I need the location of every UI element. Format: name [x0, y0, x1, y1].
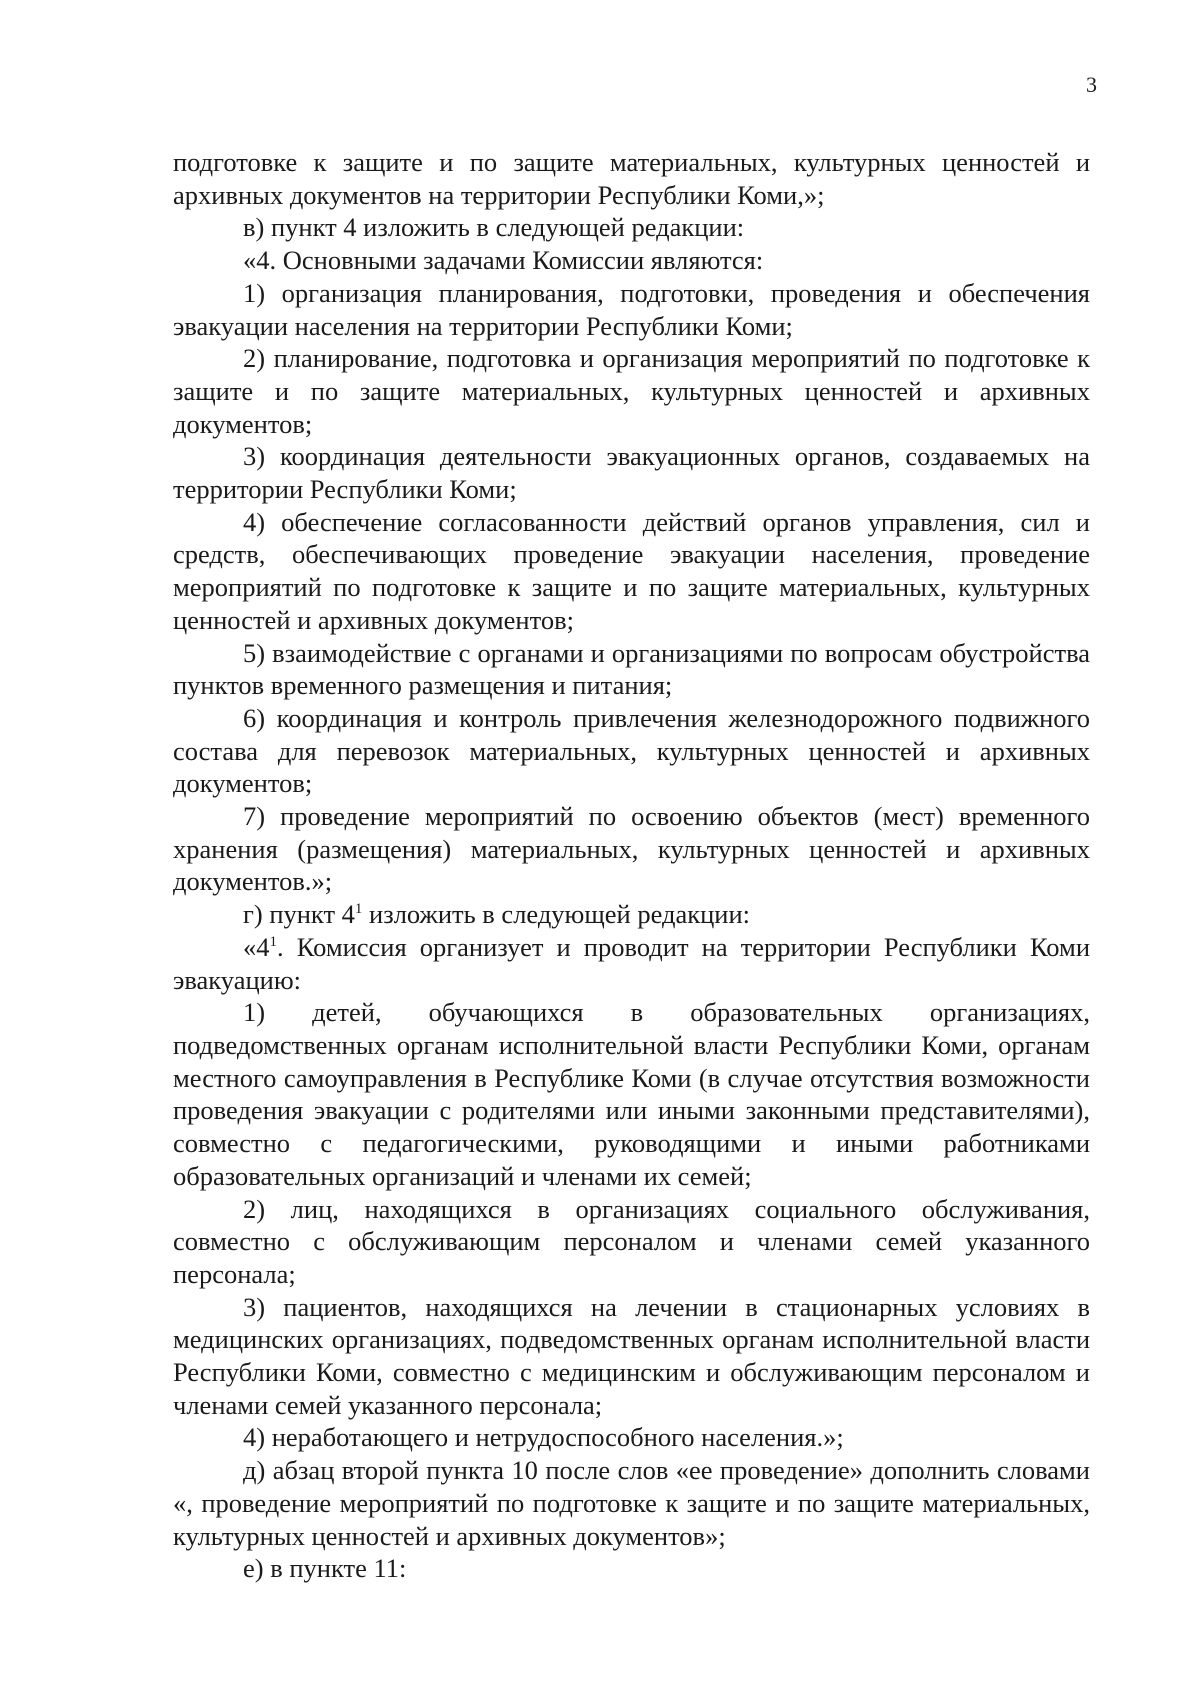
paragraph-task-1: 1) организация планирования, подготовки, проведения и обеспечения эвакуации населения на территории Республики Коми;: [173, 277, 1090, 341]
paragraph-task-2: 2) планирование, подготовка и организация мероприятий по подготовке к защите и по защите материальных, культурных ценностей и архивных документов;: [173, 343, 1090, 439]
point-4-1-text-end: . Комиссия организует и проводит на территории Республики Коми эвакуацию:: [173, 931, 1090, 995]
page-number: 3: [1086, 72, 1097, 97]
paragraph-continuation: подготовке к защите и по защите материальных, культурных ценностей и архивных документов на территории Республики Коми,»;: [173, 147, 1090, 210]
paragraph-task-5: 5) взаимодействие с органами и организациями по вопросам обустройства пунктов временного размещения и питания;: [173, 637, 1090, 701]
superscript: 1: [269, 934, 277, 951]
item-g-text-end: изложить в следующей редакции:: [362, 899, 751, 930]
paragraph-evacuation-4: 4) неработающего и нетрудоспособного населения.»;: [243, 1422, 844, 1453]
paragraph-task-7: 7) проведение мероприятий по освоению объектов (мест) временного хранения (размещения) материальных, культурных ценностей и архивных документов.»;: [173, 801, 1090, 897]
paragraph-point-4-heading: «4. Основными задачами Комиссии являются:: [243, 245, 764, 276]
paragraph-point-4-1-heading: [173, 931, 1090, 996]
paragraph-evacuation-1: 1) детей, обучающихся в образовательных организациях, подведомственных органам исполнительной власти Республики Коми, органам местного самоуправления в Республике Коми (в случае отсутствия возможности проведения эвакуации с родителями или иными законными представителями), совместно с педагогическими, руководящими и иными работниками образовательных организаций и членами их семей;: [173, 997, 1090, 1191]
item-g-text-start: г) пункт 4: [243, 899, 355, 930]
paragraph-item-g: [173, 898, 1090, 931]
paragraph-task-4: 4) обеспечение согласованности действий органов управления, сил и средств, обеспечивающих проведение эвакуации населения, проведение мероприятий по подготовке к защите и по защите материальных, культурных ценностей и архивных документов;: [173, 506, 1090, 635]
document-body: [173, 146, 1090, 1585]
point-4-1-text-start: «4: [243, 931, 270, 962]
paragraph-task-3: 3) координация деятельности эвакуационных органов, создаваемых на территории Республики Коми;: [173, 441, 1090, 505]
paragraph-item-e: е) в пункте 11:: [243, 1553, 407, 1584]
paragraph-item-v: в) пункт 4 изложить в следующей редакции:: [243, 212, 745, 243]
paragraph-evacuation-3: 3) пациентов, находящихся на лечении в стационарных условиях в медицинских организациях, подведомственных органам исполнительной власти Республики Коми, совместно с медицинским и обслуживающим персоналом и членами семей указанного персонала;: [173, 1291, 1090, 1420]
superscript: 1: [354, 901, 363, 918]
paragraph-task-6: 6) координация и контроль привлечения железнодорожного подвижного состава для перевозок материальных, культурных ценностей и архивных документов;: [173, 702, 1090, 799]
paragraph-evacuation-2: 2) лиц, находящихся в организациях социального обслуживания, совместно с обслуживающим персоналом и членами семей указанного персонала;: [173, 1193, 1090, 1289]
paragraph-item-d: д) абзац второй пункта 10 после слов «ее проведение» дополнить словами «, проведение мероприятий по подготовке к защите и по защите материальных, культурных ценностей и архивных документов»;: [173, 1455, 1090, 1551]
